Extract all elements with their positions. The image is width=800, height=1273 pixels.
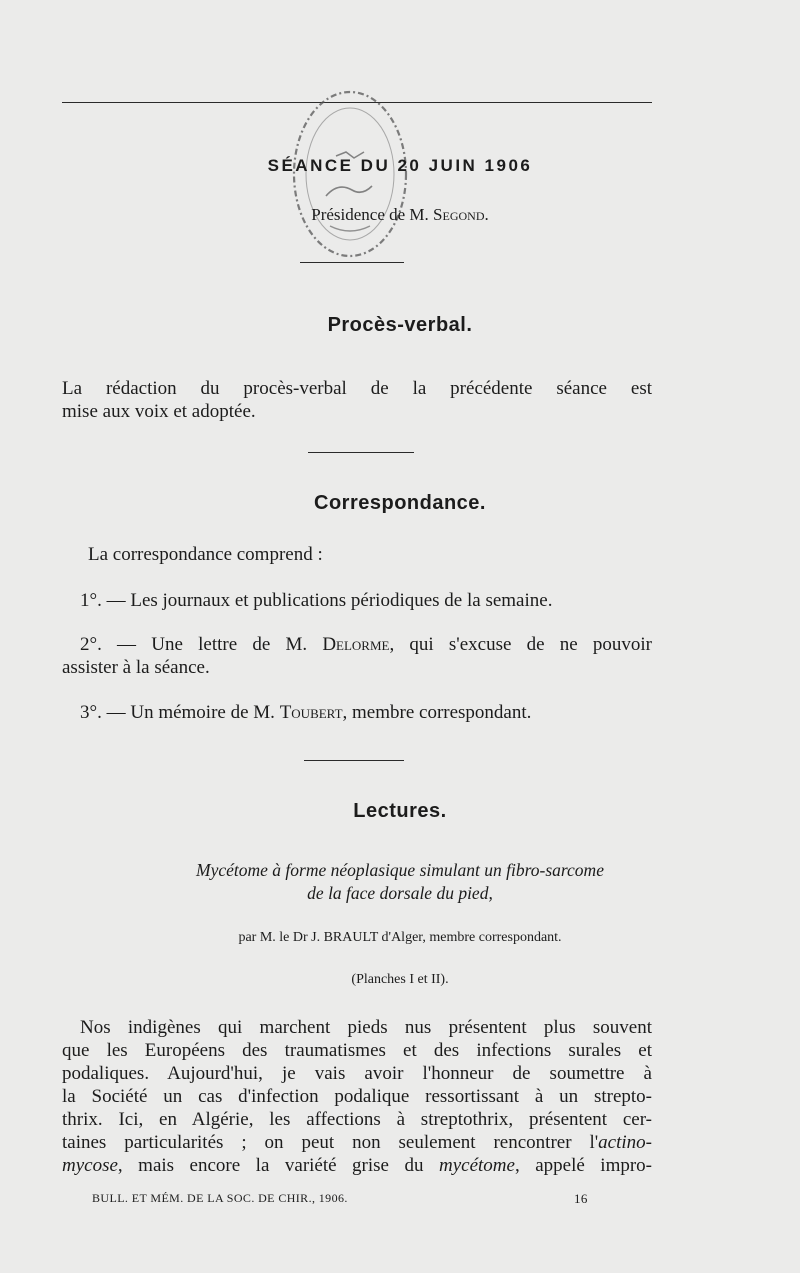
correspondance-item-3 [80, 701, 652, 724]
presidence-line [0, 205, 800, 225]
text-line: mise aux voix et adoptée. [62, 401, 256, 422]
section-divider [304, 760, 404, 761]
article-title-line-1: Mycétome à forme néoplasique simulant un fibro-sarcome [196, 860, 604, 880]
article-plates: (Planches I et II). [351, 972, 449, 987]
text-line: assister à la séance. [62, 657, 210, 678]
text-fragment-italic: actino- [598, 1132, 652, 1153]
text-line: La correspondance comprend : [88, 544, 323, 565]
article-body [62, 1016, 652, 1177]
text-fragment: 3°. — Un mémoire de M. [80, 702, 280, 723]
text-fragment: taines particularités ; on peut non seulement rencontrer l' [62, 1132, 599, 1153]
proces-verbal-paragraph [62, 377, 652, 423]
footer-journal: BULL. ET MÉM. DE LA SOC. DE CHIR., 1906. [92, 1191, 348, 1205]
text-line [62, 1154, 652, 1177]
text-line [62, 1131, 652, 1154]
correspondance-item-1 [80, 589, 652, 612]
text-fragment-italic: mycétome [439, 1155, 515, 1176]
text-line [62, 633, 652, 656]
article-title-line-2: de la face dorsale du pied, [307, 883, 493, 903]
footer-sheet-number: 16 [574, 1191, 588, 1206]
stamp-underline [300, 262, 404, 263]
text-line: 1°. — Les journaux et publications périodiques de la semaine. [80, 590, 553, 611]
text-fragment: , membre correspondant. [342, 702, 532, 723]
text-line: La rédaction du procès-verbal de la précédente séance est [62, 378, 652, 399]
text-fragment: , mais encore la variété grise du [117, 1155, 439, 1176]
heading-correspondance: Correspondance. [314, 492, 486, 514]
section-divider [308, 452, 414, 453]
text-line: que les Européens des traumatismes et des infections surales et [62, 1040, 652, 1061]
text-line: Nos indigènes qui marchent pieds nus présentent plus souvent [80, 1017, 652, 1038]
person-name: Toubert [279, 702, 343, 723]
library-stamp-icon [286, 86, 414, 268]
text-fragment: , appelé impro- [514, 1155, 653, 1176]
text-fragment-italic: mycose [62, 1155, 118, 1176]
text-fragment: , qui s'excuse de ne pouvoir [389, 634, 652, 655]
text-line: thrix. Ici, en Algérie, les affections à streptothrix, présentent cer- [62, 1109, 652, 1130]
heading-proces-verbal: Procès-verbal. [327, 314, 473, 336]
text-line [80, 701, 652, 724]
session-title: SÉANCE DU 20 JUIN 1906 [267, 156, 533, 175]
correspondance-item-2 [62, 633, 652, 679]
correspondance-intro [88, 543, 652, 566]
heading-lectures: Lectures. [353, 800, 447, 822]
person-name: Delorme [322, 634, 390, 655]
presidence-label: Présidence de M. [311, 205, 434, 224]
article-author: par M. le Dr J. BRAULT d'Alger, membre correspondant. [238, 930, 562, 945]
text-line: podaliques. Aujourd'hui, je vais avoir l'honneur de soumettre à [62, 1063, 652, 1084]
text-fragment: 2°. — Une lettre de M. [80, 634, 323, 655]
president-name: Segond. [433, 205, 489, 224]
text-line: la Société un cas d'infection podalique ressortissant à un strepto- [62, 1086, 652, 1107]
